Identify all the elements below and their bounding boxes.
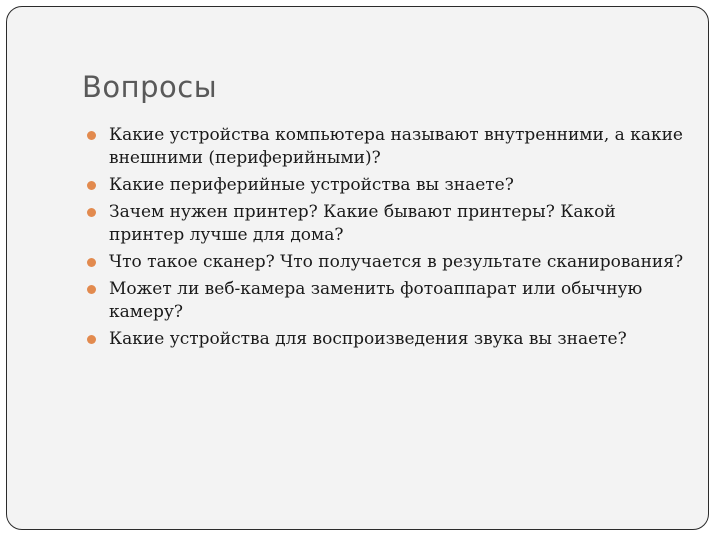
bullet-text: Какие устройства компьютера называют внутренними, а какие внешними (периферийными)? [109, 125, 683, 168]
bullet-item [87, 201, 687, 247]
bullet-text: Какие периферийные устройства вы знаете? [109, 175, 514, 195]
bullet-dot-icon [87, 335, 96, 344]
bullet-item [87, 251, 687, 274]
slide [6, 6, 709, 530]
bullet-dot-icon [87, 131, 96, 140]
bullet-list [87, 124, 687, 355]
bullet-dot-icon [87, 258, 96, 267]
bullet-item [87, 124, 687, 170]
bullet-item [87, 278, 687, 324]
bullet-dot-icon [87, 208, 96, 217]
bullet-dot-icon [87, 285, 96, 294]
bullet-item [87, 328, 687, 351]
bullet-text: Что такое сканер? Что получается в результате сканирования? [109, 252, 684, 272]
bullet-text: Может ли веб-камера заменить фотоаппарат или обычную камеру? [109, 279, 643, 322]
bullet-item [87, 174, 687, 197]
bullet-dot-icon [87, 181, 96, 190]
slide-title: Вопросы [82, 70, 218, 104]
bullet-text: Зачем нужен принтер? Какие бывают принтеры? Какой принтер лучше для дома? [109, 202, 616, 245]
bullet-text: Какие устройства для воспроизведения звука вы знаете? [109, 329, 627, 349]
